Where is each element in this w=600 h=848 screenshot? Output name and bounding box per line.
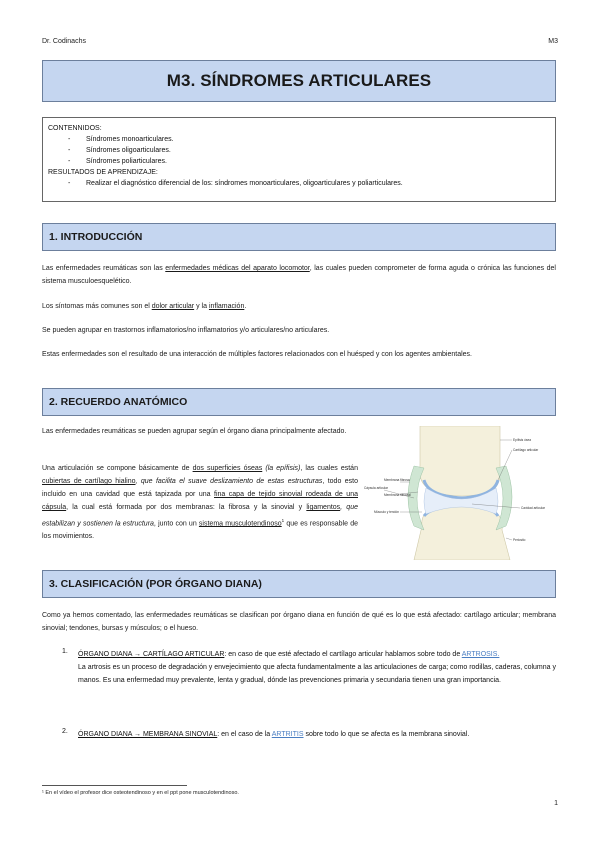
- figure-label: Epífisis ósea: [513, 438, 532, 442]
- intro-paragraph-1: Las enfermedades reumáticas son las enfermedades médicas del aparato locomotor, las cuales pueden comprometer de forma aguda o crónica las funciones del sistema musculoesquelético.: [42, 265, 556, 285]
- page-number: 1: [554, 800, 558, 807]
- anatomy-paragraph-1: Las enfermedades reumáticas se pueden agrupar según el órgano diana principalmente afectado.: [42, 428, 347, 435]
- anatomy-paragraph-2: Una articulación se compone básicamente de dos superficies óseas (la epífisis), las cuales están cubiertas de cartílago hialino, que facilita el suave deslizamiento de estas estructuras, todo esto incluido en una cavidad que está tapizada por una fina capa de tejido sinovial rodeada de una cápsula, la cual está formada por dos membranas: la fibrosa y la sinovial y ligamentos, que estabilizan y sostienen la estructura, junto con un sistema musculotendinoso$^1$ que es responsable de los movimientos.: [42, 465, 358, 541]
- section-heading-classification: [42, 570, 556, 598]
- artritis-link[interactable]: ARTRITIS: [271, 731, 304, 738]
- header-module: M3: [548, 38, 558, 45]
- intro-paragraph-4: Estas enfermedades son el resultado de una interacción de múltiples factores relacionados con el huésped y con los agentes ambientales.: [42, 351, 472, 358]
- figure-label: Músculo y tendón: [374, 510, 399, 514]
- title-box: [42, 60, 556, 102]
- section-title: 2. RECUERDO ANATÓMICO: [49, 396, 188, 408]
- footnote-divider: [42, 785, 187, 786]
- section-heading-anatomy: [42, 388, 556, 416]
- artrosis-description: La artrosis es un proceso de degradación y envejecimiento que afecta fundamentalmente a las articulaciones de carga; como rodillas, caderas, columna y manos. Es una enfermedad muy prevalente, lenta y gradual, dónde las prevenciones primaria y secundaria tienen una gran importancia.: [78, 664, 556, 684]
- figure-label: Membrana sinovial: [384, 493, 411, 497]
- contents-heading: CONTENNIDOS:: [48, 125, 102, 132]
- intro-paragraph-3: Se pueden agrupar en trastornos inflamatorios/no inflamatorios y/o articulares/no articulares.: [42, 327, 330, 334]
- section-title: 1. INTRODUCCIÓN: [49, 231, 143, 243]
- list-number: 1.: [62, 648, 68, 655]
- contents-item: - Síndromes oligoarticulares.: [48, 145, 550, 156]
- joint-anatomy-figure: [362, 426, 558, 560]
- figure-label: Cavidad articular: [521, 506, 545, 510]
- header-author: Dr. Codinachs: [42, 38, 86, 45]
- contents-box: [42, 117, 556, 202]
- page-title: M3. SÍNDROMES ARTICULARES: [166, 71, 432, 90]
- classification-item-cartilage: ÓRGANO DIANA → CARTÍLAGO ARTICULAR: en caso de que esté afectado el cartílago articular hablamos sobre todo de ARTROSIS. La artrosis es un proceso de degradación y envejecimiento que afecta fundamentalmente a las articulaciones de carga; como rodillas, caderas, columna y manos. Es una enfermedad muy prevalente, lenta y gradual, dónde las prevenciones primaria y secundaria tienen una gran importancia.: [78, 648, 556, 687]
- list-number: 2.: [62, 728, 68, 735]
- outcomes-heading: RESULTADOS DE APRENDIZAJE:: [48, 169, 158, 176]
- intro-paragraph-2: Los síntomas más comunes son el dolor articular y la inflamación.: [42, 303, 247, 310]
- figure-label: Cápsula articular: [364, 486, 388, 490]
- artrosis-link[interactable]: ARTROSIS.: [461, 651, 500, 658]
- contents-item: - Síndromes poliarticulares.: [48, 156, 550, 167]
- section-title: 3. CLASIFICACIÓN (POR ÓRGANO DIANA): [49, 578, 262, 590]
- outcome-item: - Realizar el diagnóstico diferencial de los: síndromes monoarticulares, oligoarticulares y poliarticulares.: [48, 178, 550, 189]
- classification-item-synovial: ÓRGANO DIANA → MEMBRANA SINOVIAL: en el caso de la ARTRITIS sobre todo lo que se afecta es la membrana sinovial.: [78, 731, 470, 738]
- figure-label: Periostio: [513, 538, 526, 542]
- section-heading-intro: [42, 223, 556, 251]
- classification-paragraph: Como ya hemos comentado, las enfermedades reumáticas se clasifican por órgano diana en función de qué es lo que está afectado: cartílago articular; membrana sinovial; tendones, bursas y músculos; o el hueso.: [42, 612, 556, 632]
- footnote: ¹ En el vídeo el profesor dice osteotendinoso y en el ppt pone musculotendinoso.: [42, 790, 239, 796]
- figure-label: Membrana fibrosa: [384, 478, 410, 482]
- contents-item: - Síndromes monoarticulares.: [48, 134, 550, 145]
- figure-label: Cartílago articular: [513, 448, 539, 452]
